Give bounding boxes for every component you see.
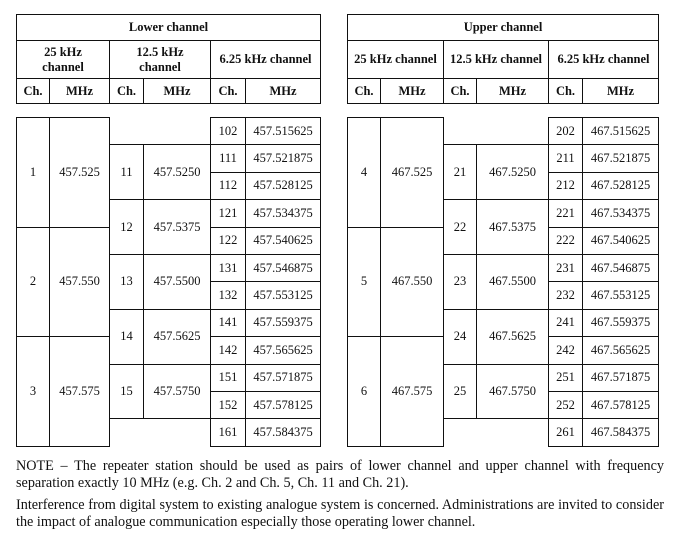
ch6-number: 252 [549,391,583,418]
ch12-number: 11 [110,145,144,200]
ch6-number: 142 [211,337,246,364]
col-header-ch: Ch. [17,79,50,104]
interference-note: Interference from digital system to existing analogue system is concerned. Administrations are invited to consider the impact of analogue communication especially those operating lower channel. [16,497,664,530]
ch6-number: 112 [211,172,246,199]
ch6-frequency: 467.553125 [583,282,659,309]
upper-channel-body-table [347,117,659,447]
ch25-number: 4 [348,118,381,228]
col-header-ch: Ch. [211,79,246,104]
ch25-frequency: 467.550 [381,227,444,337]
ch6-frequency: 457.565625 [246,337,321,364]
ch25-frequency: 467.575 [381,337,444,447]
ch12-frequency: 457.5375 [144,200,211,255]
ch25-frequency: 457.525 [50,118,110,228]
ch6-frequency: 467.565625 [583,337,659,364]
ch12-number: 12 [110,200,144,255]
lower-channel-body-table [16,117,321,447]
ch6-number: 212 [549,172,583,199]
ch12-number: 14 [110,309,144,364]
ch12-number: 22 [444,200,477,255]
ch6-number: 111 [211,145,246,172]
ch6-number: 152 [211,391,246,418]
ch12-frequency: 457.5750 [144,364,211,419]
ch12-number: 23 [444,254,477,309]
ch6-number: 202 [549,118,583,145]
ch12-frequency: 467.5375 [477,200,549,255]
ch6-frequency: 457.546875 [246,254,321,281]
ch6-number: 121 [211,200,246,227]
ch12-frequency: 467.5625 [477,309,549,364]
ch25-number: 6 [348,337,381,447]
ch6-frequency: 467.584375 [583,419,659,446]
ch12-number: 25 [444,364,477,419]
ch6-number: 231 [549,254,583,281]
ch6-number: 221 [549,200,583,227]
ch6-number: 151 [211,364,246,391]
col-header-mhz: MHz [50,79,110,104]
ch6-number: 102 [211,118,246,145]
ch25-number: 2 [17,227,50,337]
ch6-number: 211 [549,145,583,172]
ch6-number: 242 [549,337,583,364]
ch6-frequency: 467.521875 [583,145,659,172]
ch6-frequency: 467.546875 [583,254,659,281]
ch6-number: 232 [549,282,583,309]
ch12-frequency: 457.5625 [144,309,211,364]
empty-cell [444,118,549,145]
ch6-frequency: 467.534375 [583,200,659,227]
ch6-number: 131 [211,254,246,281]
ch12-frequency: 467.5250 [477,145,549,200]
lower-channel-header-table [16,14,321,104]
ch6-frequency: 457.534375 [246,200,321,227]
empty-cell [110,419,211,446]
ch25-frequency: 457.550 [50,227,110,337]
ch6-frequency: 467.571875 [583,364,659,391]
lower-channel-title: Lower channel [17,15,321,41]
ch6-frequency: 457.578125 [246,391,321,418]
ch6-number: 261 [549,419,583,446]
ch6-frequency: 457.584375 [246,419,321,446]
col-header-mhz: MHz [381,79,444,104]
upper-group-25khz: 25 kHz channel [348,41,444,79]
ch6-frequency: 467.578125 [583,391,659,418]
ch25-frequency: 457.575 [50,337,110,447]
ch25-frequency: 467.525 [381,118,444,228]
lower-group-12-5khz: 12.5 kHz channel [110,41,211,79]
ch6-frequency: 467.515625 [583,118,659,145]
ch6-number: 161 [211,419,246,446]
upper-group-12-5khz: 12.5 kHz channel [444,41,549,79]
ch12-frequency: 467.5750 [477,364,549,419]
col-header-mhz: MHz [583,79,659,104]
repeater-pairing-note: NOTE – The repeater station should be used as pairs of lower channel and upper channel with frequency separation exactly 10 MHz (e.g. Ch. 2 and Ch. 5, Ch. 11 and Ch. 21). [16,458,664,491]
ch12-number: 13 [110,254,144,309]
ch12-number: 24 [444,309,477,364]
col-header-ch: Ch. [110,79,144,104]
ch12-frequency: 457.5250 [144,145,211,200]
ch6-frequency: 457.528125 [246,172,321,199]
ch6-number: 222 [549,227,583,254]
col-header-mhz: MHz [144,79,211,104]
ch12-number: 21 [444,145,477,200]
upper-channel-header-table [347,14,659,104]
ch6-frequency: 457.571875 [246,364,321,391]
lower-group-25khz: 25 kHz channel [17,41,110,79]
ch12-number: 15 [110,364,144,419]
ch6-frequency: 457.559375 [246,309,321,336]
ch6-number: 251 [549,364,583,391]
ch6-frequency: 467.540625 [583,227,659,254]
col-header-ch: Ch. [348,79,381,104]
empty-cell [444,419,549,446]
ch12-frequency: 467.5500 [477,254,549,309]
col-header-ch: Ch. [549,79,583,104]
ch6-frequency: 467.559375 [583,309,659,336]
ch6-frequency: 457.540625 [246,227,321,254]
ch6-number: 132 [211,282,246,309]
ch6-number: 122 [211,227,246,254]
upper-channel-title: Upper channel [348,15,659,41]
col-header-mhz: MHz [477,79,549,104]
col-header-ch: Ch. [444,79,477,104]
upper-group-6-25khz: 6.25 kHz channel [549,41,659,79]
ch6-frequency: 457.521875 [246,145,321,172]
ch6-frequency: 457.515625 [246,118,321,145]
col-header-mhz: MHz [246,79,321,104]
ch25-number: 5 [348,227,381,337]
ch6-frequency: 457.553125 [246,282,321,309]
ch6-number: 141 [211,309,246,336]
ch25-number: 3 [17,337,50,447]
ch6-number: 241 [549,309,583,336]
ch25-number: 1 [17,118,50,228]
empty-cell [110,118,211,145]
lower-group-6-25khz: 6.25 kHz channel [211,41,321,79]
ch6-frequency: 467.528125 [583,172,659,199]
ch12-frequency: 457.5500 [144,254,211,309]
